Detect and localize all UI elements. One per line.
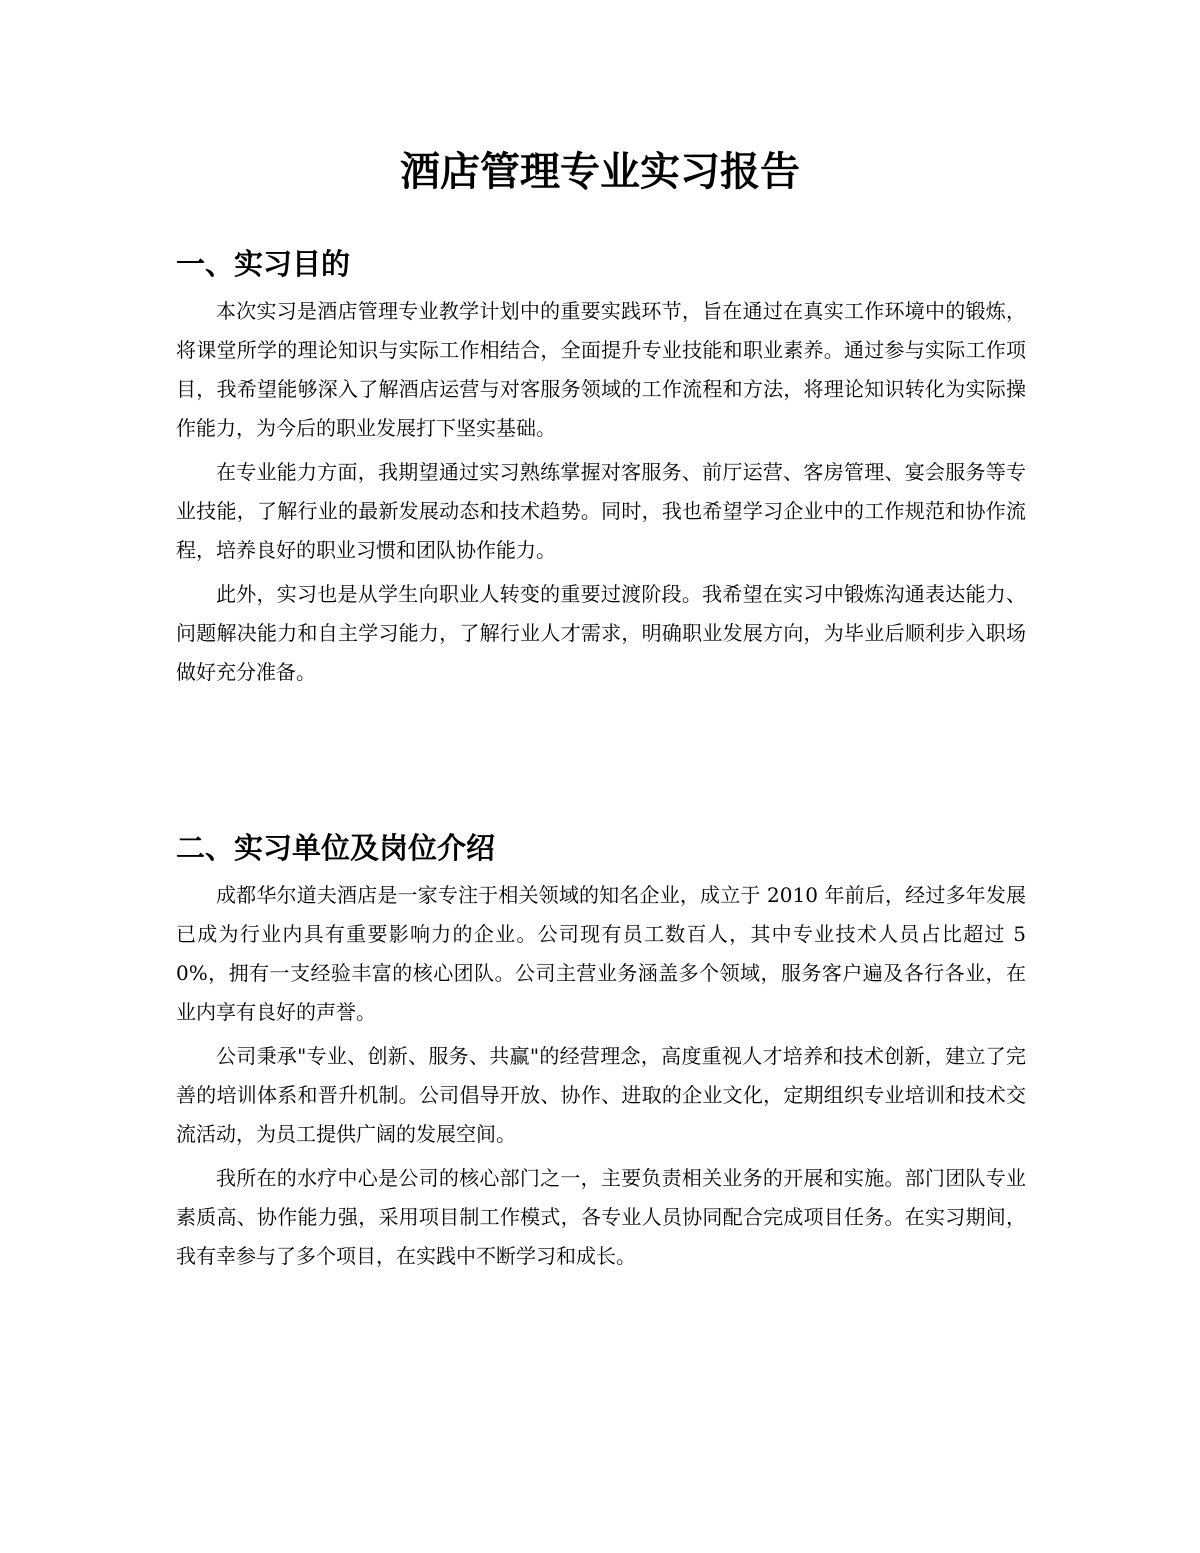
paragraph: 本次实习是酒店管理专业教学计划中的重要实践环节，旨在通过在真实工作环境中的锻炼，将课堂所学的理论知识与实际工作相结合，全面提升专业技能和职业素养。通过参与实际工作项目，我希望能够深入了解酒店运营与对客服务领域的工作流程和方法，将理论知识转化为实际操作能力，为今后的职业发展打下坚实基础。 bbox=[176, 299, 1026, 440]
paragraph: 此外，实习也是从学生向职业人转变的重要过渡阶段。我希望在实习中锻炼沟通表达能力、问题解决能力和自主学习能力，了解行业人才需求，明确职业发展方向，为毕业后顺利步入职场做好充分准备。 bbox=[176, 582, 1026, 684]
section-company-and-position bbox=[176, 822, 1026, 1281]
paragraph: 在专业能力方面，我期望通过实习熟练掌握对客服务、前厅运营、客房管理、宴会服务等专业技能，了解行业的最新发展动态和技术趋势。同时，我也希望学习企业中的工作规范和协作流程，培养良好的职业习惯和团队协作能力。 bbox=[176, 460, 1026, 562]
section-heading: 一、实习目的 bbox=[176, 247, 351, 281]
section-internship-purpose bbox=[176, 238, 1026, 697]
paragraph: 公司秉承"专业、创新、服务、共赢"的经营理念，高度重视人才培养和技术创新，建立了完善的培训体系和晋升机制。公司倡导开放、协作、进取的企业文化，定期组织专业培训和技术交流活动，为员工提供广阔的发展空间。 bbox=[176, 1044, 1026, 1146]
paragraph: 我所在的水疗中心是公司的核心部门之一，主要负责相关业务的开展和实施。部门团队专业素质高、协作能力强，采用项目制工作模式，各专业人员协同配合完成项目任务。在实习期间，我有幸参与了多个项目，在实践中不断学习和成长。 bbox=[176, 1166, 1026, 1268]
section-heading: 二、实习单位及岗位介绍 bbox=[176, 831, 496, 865]
document-title: 酒店管理专业实习报告 bbox=[400, 149, 800, 195]
paragraph: 成都华尔道夫酒店是一家专注于相关领域的知名企业，成立于 2010 年前后，经过多年发展已成为行业内具有重要影响力的企业。公司现有员工数百人，其中专业技术人员占比超过 50%，拥有一支经验丰富的核心团队。公司主营业务涵盖多个领域，服务客户遍及各行各业，在业内享有良好的声誉。 bbox=[176, 883, 1026, 1024]
